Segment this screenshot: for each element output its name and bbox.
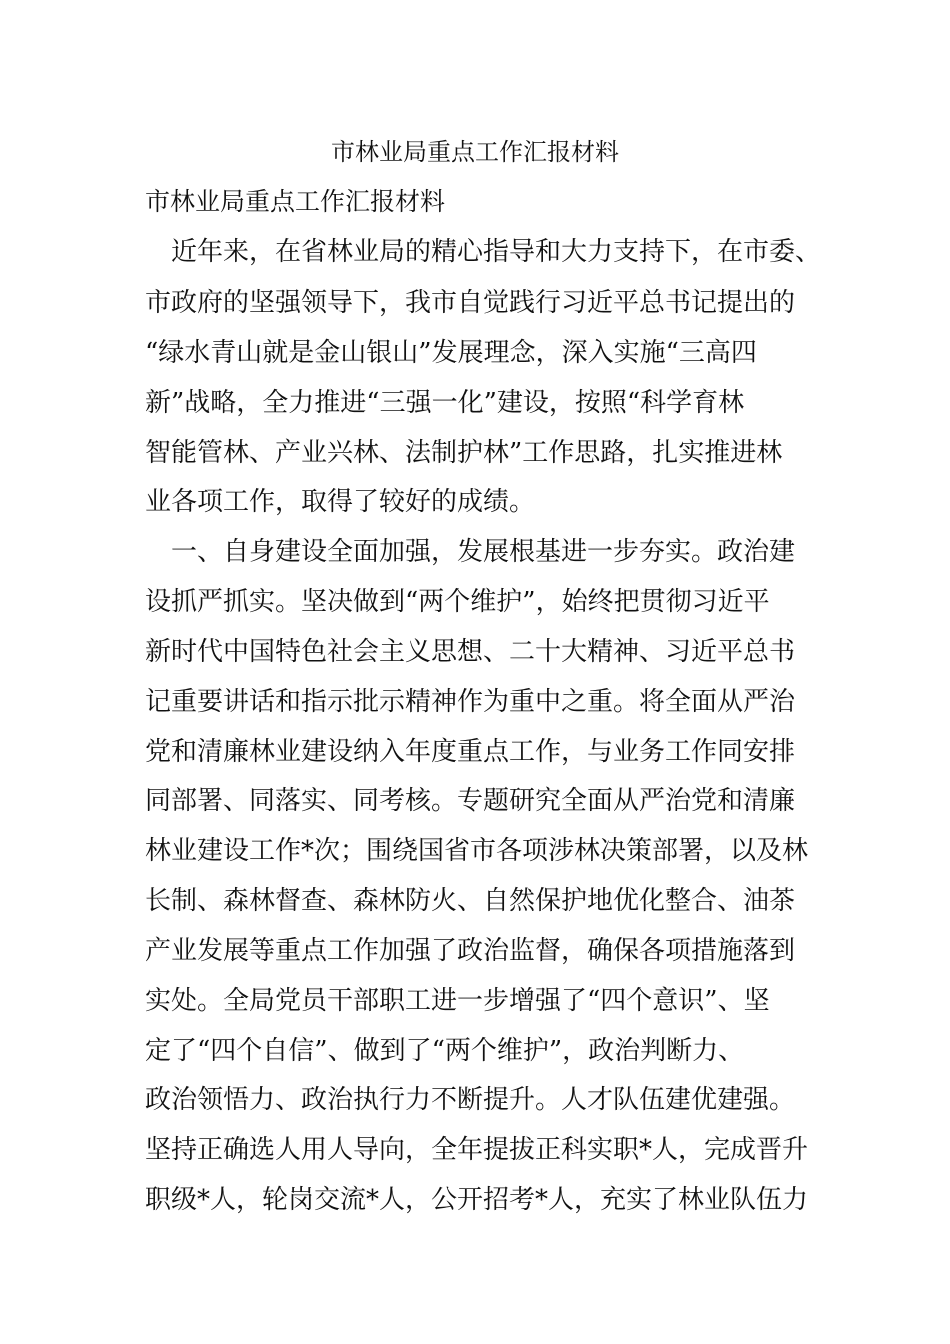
body-line: 职级*人，轮岗交流*人，公开招考*人，充实了林业队伍力 bbox=[145, 1185, 809, 1215]
document-title: 市林业局重点工作汇报材料 bbox=[331, 138, 619, 166]
body-line: 实处。全局党员干部职工进一步增强了“四个意识”、坚 bbox=[145, 986, 770, 1016]
body-line: 长制、森林督查、森林防火、自然保护地优化整合、油茶 bbox=[145, 886, 796, 916]
body-line: 业各项工作，取得了较好的成绩。 bbox=[145, 487, 536, 517]
body-line: 一、自身建设全面加强，发展根基进一步夯实。政治建 bbox=[145, 537, 796, 567]
document-subtitle: 市林业局重点工作汇报材料 bbox=[145, 187, 446, 216]
body-line: 新”战略，全力推进“三强一化”建设，按照“科学育林 bbox=[145, 388, 745, 418]
body-line: “绿水青山就是金山银山”发展理念，深入实施“三高四 bbox=[145, 338, 757, 368]
body-line: 产业发展等重点工作加强了政治监督，确保各项措施落到 bbox=[145, 936, 796, 966]
body-line: 设抓严抓实。坚决做到“两个维护”，始终把贯彻习近平 bbox=[145, 587, 770, 617]
body-line: 政治领悟力、政治执行力不断提升。人才队伍建优建强。 bbox=[145, 1085, 796, 1115]
body-line: 定了“四个自信”、做到了“两个维护”，政治判断力、 bbox=[145, 1036, 745, 1066]
body-line: 党和清廉林业建设纳入年度重点工作，与业务工作同安排 bbox=[145, 737, 796, 767]
body-line: 新时代中国特色社会主义思想、二十大精神、习近平总书 bbox=[145, 637, 796, 667]
body-line: 记重要讲话和指示批示精神作为重中之重。将全面从严治 bbox=[145, 687, 796, 717]
body-line: 同部署、同落实、同考核。专题研究全面从严治党和清廉 bbox=[145, 786, 796, 816]
body-line: 近年来，在省林业局的精心指导和大力支持下，在市委、 bbox=[145, 237, 822, 267]
body-line: 市政府的坚强领导下，我市自觉践行习近平总书记提出的 bbox=[145, 288, 796, 318]
body-line: 坚持正确选人用人导向，全年提拔正科实职*人，完成晋升 bbox=[145, 1135, 809, 1165]
body-line: 智能管林、产业兴林、法制护林”工作思路，扎实推进林 bbox=[145, 438, 783, 468]
body-line: 林业建设工作*次；围绕国省市各项涉林决策部署，以及林 bbox=[145, 836, 809, 866]
